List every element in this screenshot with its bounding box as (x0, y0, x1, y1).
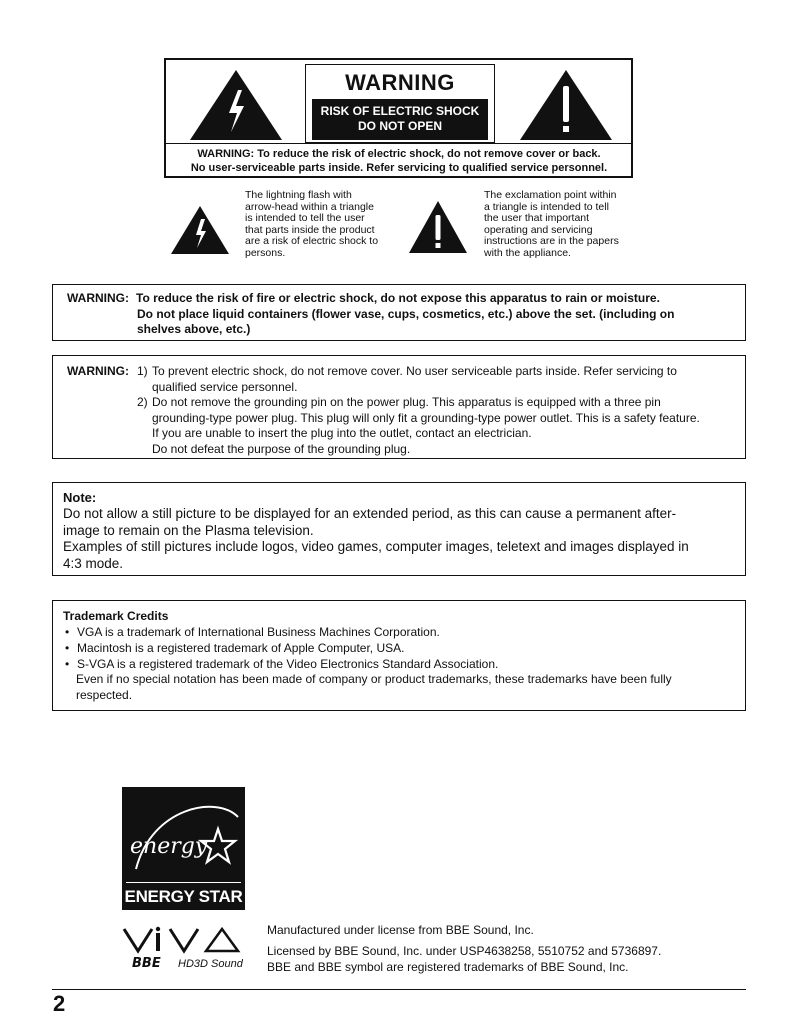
hd3d-sound-text: HD3D Sound (178, 958, 243, 969)
trademark-text: Macintosh is a registered trademark of Apple Computer, USA. (77, 640, 405, 655)
trademark-text: VGA is a trademark of International Business Machines Corporation. (77, 625, 440, 639)
warning-item (137, 395, 741, 457)
bbe-text: BBE (132, 956, 161, 969)
desc-line: operating and servicing (484, 223, 593, 236)
warning-line: shelves above, etc.) (137, 322, 251, 336)
warning-line: Do not place liquid containers (flower vase, cups, cosmetics, etc.) above the set. (including on (137, 306, 675, 321)
warning-footer-text (170, 147, 628, 175)
warning-label: WARNING: (67, 291, 129, 305)
energy-star-label: ENERGY STAR (124, 887, 243, 906)
shock-warning-banner (312, 99, 488, 140)
list-item (63, 657, 739, 673)
item-number: 1) (137, 364, 148, 378)
item-line: grounding-type power plug. This plug will only fit a grounding-type power outlet. This is a safety feature. (152, 410, 700, 425)
page-number: 2 (53, 991, 66, 1016)
note-box (52, 482, 746, 576)
warning-title-box (305, 64, 495, 143)
desc-line: that parts inside the product (245, 223, 375, 236)
trademark-heading: Trademark Credits (63, 609, 169, 623)
trademark-note (63, 672, 739, 704)
bullet: • (65, 640, 70, 655)
warning-title: WARNING (345, 70, 455, 95)
note-body (63, 506, 739, 572)
cover-warning-box (52, 355, 746, 459)
footer-rule (52, 989, 746, 990)
note-line: Examples of still pictures include logos, video games, computer images, teletext and images displayed in (63, 539, 689, 554)
desc-line: are a risk of electric shock to (245, 235, 379, 248)
exclamation-icon (408, 200, 468, 254)
note-line: Even if no special notation has been made of company or product trademarks, these trademarks have been fully (76, 672, 672, 687)
trademark-box (52, 600, 746, 711)
note-heading: Note: (63, 490, 97, 505)
energy-star-logo (122, 787, 245, 910)
note-line: image to remain on the Plasma television. (63, 522, 314, 538)
item-line: If you are unable to insert the plug into the outlet, contact an electrician. (152, 426, 532, 441)
warning-footer-line: No user-serviceable parts inside. Refer servicing to qualified service personnel. (190, 162, 608, 174)
fire-warning-text (137, 291, 737, 338)
desc-line: a triangle is intended to tell (484, 200, 609, 213)
desc-line: with the appliance. (484, 246, 571, 259)
warning-item (137, 364, 741, 395)
list-item (63, 625, 739, 641)
viva-logo (122, 925, 257, 969)
desc-line: is intended to tell the user (245, 212, 365, 225)
desc-line: the user that important (484, 212, 590, 225)
warning-footer-line: WARNING: To reduce the risk of electric shock, do not remove cover or back. (197, 148, 601, 160)
exclamation-warning-icon (518, 68, 614, 142)
desc-line: The exclamation point within (484, 189, 617, 201)
trademark-list (63, 625, 739, 704)
note-line: Do not allow a still picture to be displayed for an extended period, as this can cause a permanent after- (63, 506, 677, 521)
item-line: To prevent electric shock, do not remove cover. No user serviceable parts inside. Refer servicing to (152, 364, 677, 378)
lightning-warning-icon (188, 68, 284, 142)
bullet: • (65, 625, 70, 639)
warning-divider (166, 143, 631, 144)
lightning-icon (170, 205, 230, 255)
item-number: 2) (137, 395, 148, 410)
desc-line: arrow-head within a triangle (245, 200, 374, 213)
bbe-license-line: Manufactured under license from BBE Sound, Inc. (267, 923, 534, 937)
desc-line: instructions are in the papers (484, 235, 619, 248)
item-line: Do not remove the grounding pin on the power plug. This apparatus is equipped with a three pin (152, 395, 661, 410)
bbe-license-line: Licensed by BBE Sound, Inc. under USP4638258, 5510752 and 5736897. (267, 944, 662, 958)
list-item (63, 641, 739, 657)
note-line: respected. (76, 688, 133, 703)
item-line: Do not defeat the purpose of the grounding plug. (152, 441, 411, 456)
item-line: qualified service personnel. (152, 379, 298, 394)
energy-star-icon (122, 787, 245, 883)
do-not-open-line: DO NOT OPEN (357, 119, 442, 133)
bbe-license-line: BBE and BBE symbol are registered trademarks of BBE Sound, Inc. (267, 960, 629, 974)
trademark-text: S-VGA is a registered trademark of the Video Electronics Standard Association. (77, 656, 499, 671)
energy-script-text: energy (130, 834, 208, 859)
exclamation-description (484, 190, 629, 260)
shock-warning-line: RISK OF ELECTRIC SHOCK (320, 104, 480, 118)
fire-warning-box (52, 284, 746, 341)
bullet: • (65, 656, 70, 671)
warning-line: To reduce the risk of fire or electric shock, do not expose this apparatus to rain or moisture. (136, 291, 660, 305)
warning-label: WARNING: (67, 364, 129, 378)
desc-line: persons. (245, 246, 286, 259)
desc-line: The lightning flash with (245, 189, 352, 201)
note-line: 4:3 mode. (63, 555, 124, 571)
lightning-description (245, 190, 389, 260)
